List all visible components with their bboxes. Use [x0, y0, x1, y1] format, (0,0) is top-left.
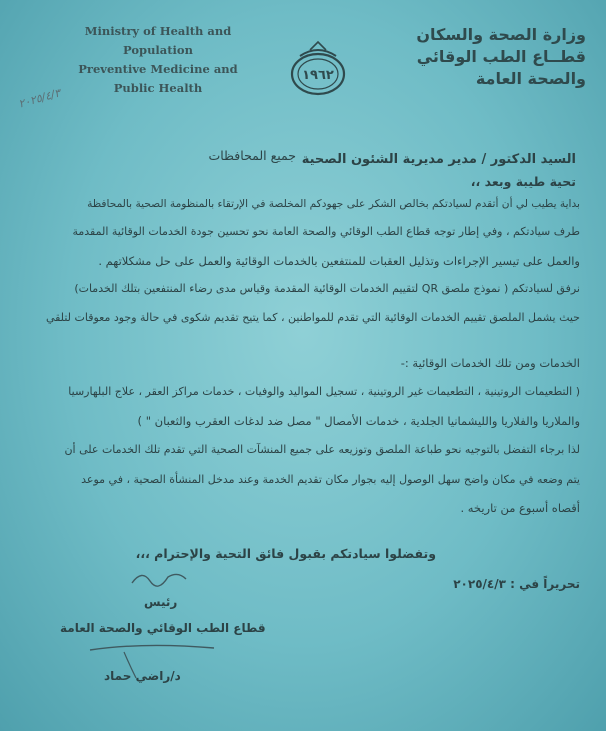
body-line-4: نرفق لسيادتكم ( نموذج ملصق QR لتقييم الخدمات الوقائية المقدمة وقياس مدى رضاء المنتفعين بتلك الخدمات) [74, 282, 580, 295]
body-line-9: لذا برجاء التفضل بالتوجيه نحو طباعة الملصق وتوزيعه على جميع المنشآت الصحية التي تقدم تلك الخدمات على أن [64, 443, 580, 456]
signer-name: د/راضي حماد [104, 669, 181, 683]
header-en-line-1: Ministry of Health and Population [84, 24, 232, 57]
ministry-header-arabic [416, 24, 586, 90]
body-line-2: طرف سيادتكم ، وفي إطار توجه قطاع الطب الوقائي والصحة العامة نحو تحسين جودة الخدمات الوقائية المقدمة [72, 225, 580, 238]
ministry-header-english [48, 22, 268, 98]
header-ar-line-1: وزارة الصحة والسكان [416, 25, 586, 44]
date-line: تحريراً في : ٢٠٢٥/٤/٣ [453, 577, 580, 591]
cc-line: جميع المحافظات [208, 148, 296, 163]
body-line-1: بداية يطيب لي أن أتقدم لسيادتكم بخالص الشكر على جهودكم المخلصة في الإرتقاء بالمنظومة الصحية بالمحافظة [87, 198, 580, 210]
closing-line: وتفضلوا سيادتكم بقبول فائق التحية والإحترام ،،، [135, 546, 436, 561]
header-ar-line-3: والصحة العامة [475, 69, 586, 88]
body-line-5: حيث يشمل الملصق تقييم الخدمات الوقائية التي تقدم للمواطنين ، كما يتيح تقديم شكوى في حالة وجود معوقات لتلقي [45, 311, 580, 324]
body-line-10: يتم وضعه في مكان واضح سهل الوصول إليه بجوار مكان تقديم الخدمة وعند مدخل المنشأة الصحية ، في موعد [81, 473, 580, 486]
body-line-8: والملاريا والفلاريا والليشمانيا الجلدية ، خدمات الأمصال " مصل ضد لدغات العقرب والثعبان " ) [137, 414, 580, 428]
signature-scribble-icon [128, 563, 208, 593]
signature-title: رئيس [144, 595, 178, 609]
signature-department: قطاع الطب الوقائي والصحة العامة [60, 621, 266, 635]
body-line-7: ( التطعيمات الروتينية ، التطعيمات غير الروتينية ، تسجيل المواليد والوفيات ، خدمات مراكز العقر ، علاج البلهارسيا [68, 385, 580, 398]
logo-digits: ١٩٦٢ [302, 68, 334, 83]
header-ar-line-2: قطــاع الطب الوقائي [416, 47, 586, 66]
greeting: تحية طيبة وبعد ،، [470, 174, 576, 189]
header-en-line-2: Preventive Medicine and [78, 62, 238, 76]
body-line-3: والعمل على تيسير الإجراءات وتذليل العقبات للمنتفعين بالخدمات الوقائية والعمل على حل مشكلاتهم . [98, 254, 580, 268]
addressee: السيد الدكتور / مدير مديرية الشئون الصحية [301, 152, 576, 167]
body-line-6: الخدمات ومن تلك الخدمات الوقائية :- [400, 356, 580, 370]
header-en-line-3: Public Health [113, 81, 203, 95]
body-line-11: أقصاه أسبوع من تاريخه . [460, 501, 580, 515]
ministry-logo-icon [282, 40, 354, 102]
handwritten-date: ٢٠٢٥/٤/٣ [17, 86, 62, 111]
